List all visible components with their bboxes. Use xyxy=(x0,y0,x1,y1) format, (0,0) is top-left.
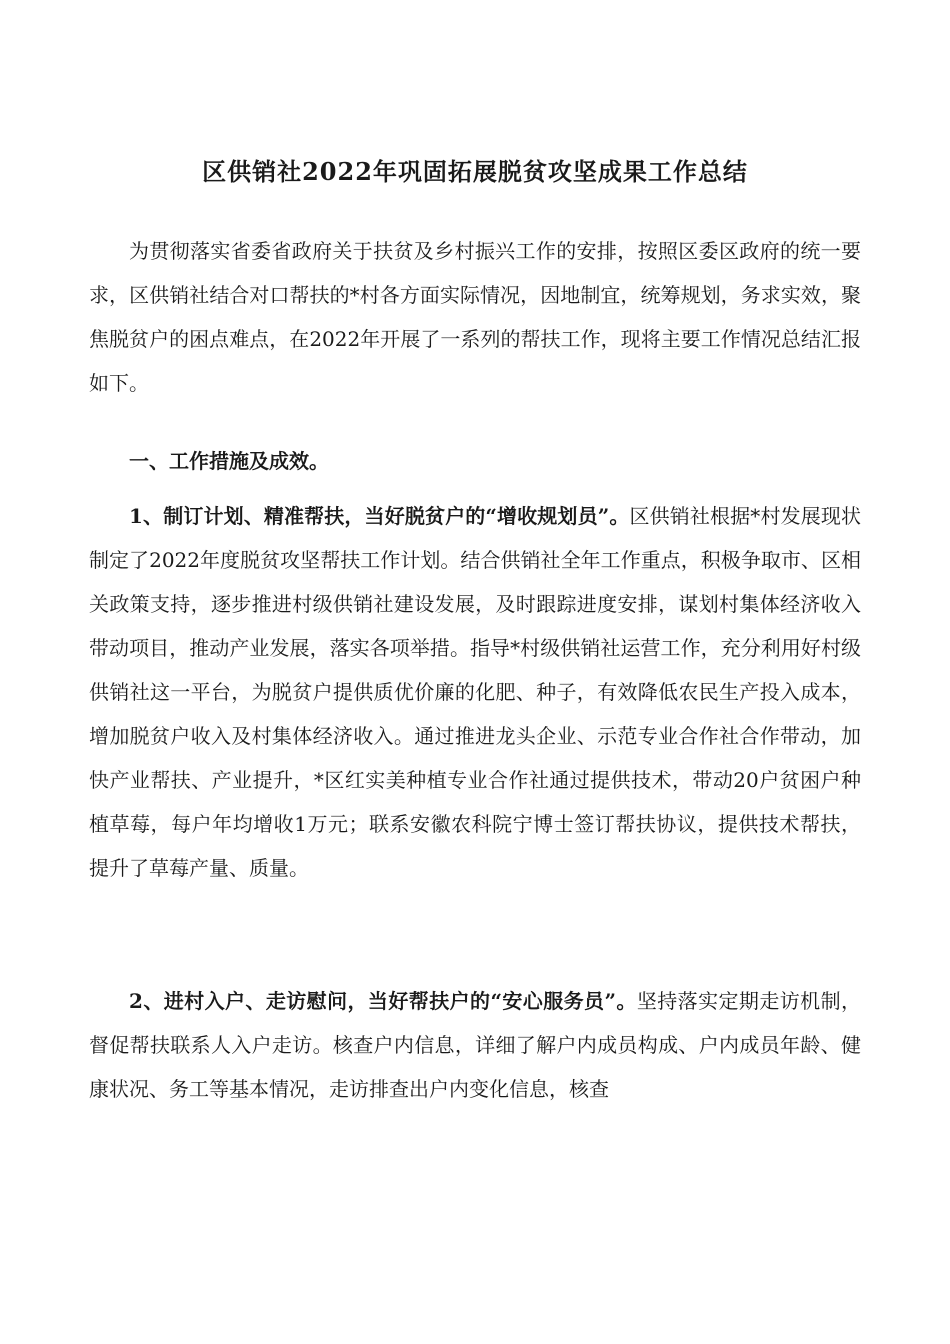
section-heading-1: 一、工作措施及成效。 xyxy=(129,449,329,473)
item-2-paragraph xyxy=(89,979,861,1111)
item-2-heading: 2、进村入户、走访慰问，当好帮扶户的“安心服务员”。 xyxy=(129,989,637,1013)
item-1-heading: 1、制订计划、精准帮扶，当好脱贫户的“增收规划员”。 xyxy=(129,504,630,528)
item-1-paragraph xyxy=(89,494,861,890)
item-1-body: 区供销社根据*村发展现状制定了2022年度脱贫攻坚帮扶工作计划。结合供销社全年工作重点，积极争取市、区相关政策支持，逐步推进村级供销社建设发展，及时跟踪进度安排，谋划村集体经济收入带动项目，推动产业发展，落实各项举措。指导*村级供销社运营工作，充分利用好村级供销社这一平台，为脱贫户提供质优价廉的化肥、种子，有效降低农民生产投入成本，增加脱贫户收入及村集体经济收入。通过推进龙头企业、示范专业合作社合作带动，加快产业帮扶、产业提升，*区红实美种植专业合作社通过提供技术，带动20户贫困户种植草莓，每户年均增收1万元；联系安徽农科院宁博士签订帮扶协议，提供技术帮扶，提升了草莓产量、质量。 xyxy=(89,504,861,880)
item-2-body: 坚持落实定期走访机制，督促帮扶联系人入户走访。核查户内信息，详细了解户内成员构成、户内成员年龄、健康状况、务工等基本情况，走访排查出户内变化信息，核查 xyxy=(89,989,861,1101)
document-title: 区供销社2022年巩固拓展脱贫攻坚成果工作总结 xyxy=(202,157,748,186)
intro-paragraph: 为贯彻落实省委省政府关于扶贫及乡村振兴工作的安排，按照区委区政府的统一要求，区供销社结合对口帮扶的*村各方面实际情况，因地制宜，统筹规划，务求实效，聚焦脱贫户的困点难点，在2022年开展了一系列的帮扶工作，现将主要工作情况总结汇报如下。 xyxy=(89,239,861,395)
